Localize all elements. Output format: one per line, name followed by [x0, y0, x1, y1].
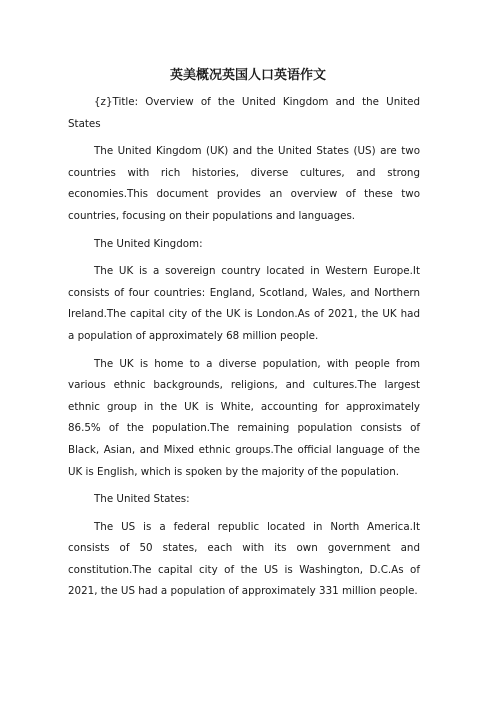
- uk-overview-paragraph: The UK is a sovereign country located in Western Europe.It consists of four countries: England, Scotland, Wales, and Northern Ireland.The capital city of the UK is London.As of 2021, the UK had a population of approximately 68 million people.: [68, 265, 420, 342]
- us-heading: The United States:: [94, 493, 190, 506]
- document-title: 英美概况英国人口英语作文: [169, 68, 326, 83]
- us-overview-paragraph: The US is a federal republic located in North America.It consists of 50 states, each with its own government and constitution.The capital city of the US is Washington, D.C.As of 2021, the US had a population of approximately 331 million people.: [68, 520, 420, 598]
- document-body: [68, 92, 420, 609]
- subtitle-paragraph: {z}Title: Overview of the United Kingdom and the United States: [68, 96, 420, 130]
- intro-paragraph: The United Kingdom (UK) and the United States (US) are two countries with rich histories, diverse cultures, and strong economies.This document provides an overview of these two countries, focusing on their populations and languages.: [68, 145, 420, 222]
- uk-population-paragraph: The UK is home to a diverse population, with people from various ethnic backgrounds, religions, and cultures.The largest ethnic group in the UK is White, accounting for approximately 86.5% of the population.The remaining population consists of Black, Asian, and Mixed ethnic groups.The official language of the UK is English, which is spoken by the majority of the population.: [68, 357, 420, 478]
- uk-heading: The United Kingdom:: [94, 237, 203, 250]
